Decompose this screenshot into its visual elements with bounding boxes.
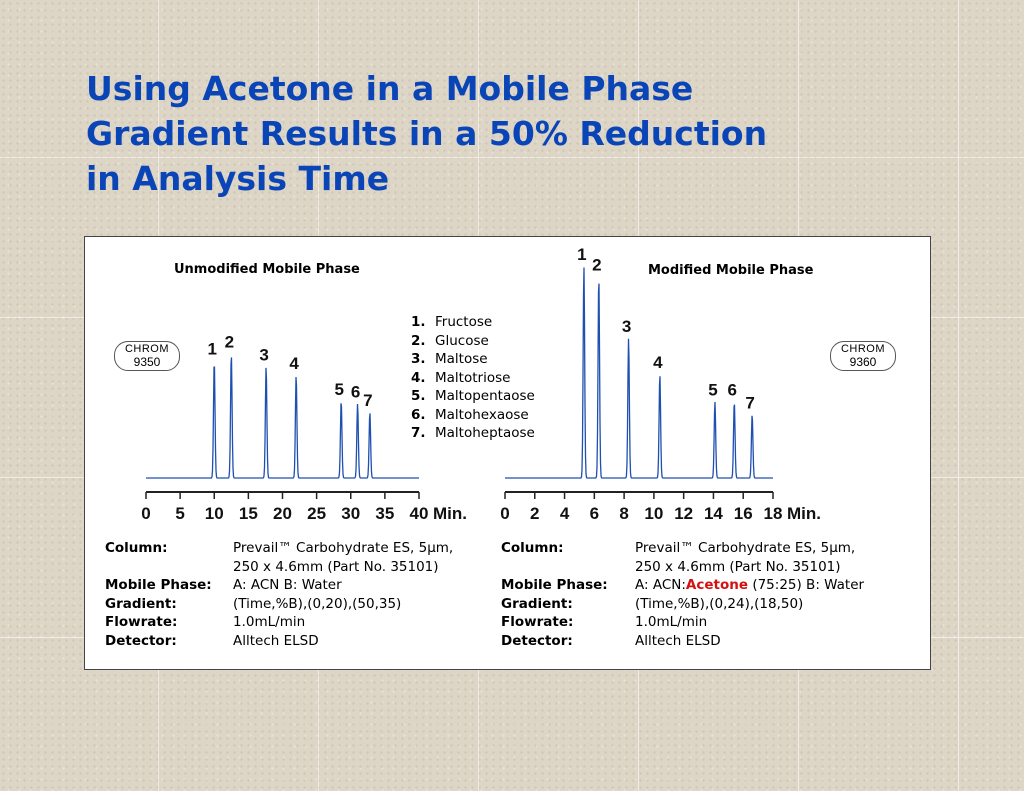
x-tick-label: 14 (703, 504, 723, 523)
x-tick-label: 16 (733, 504, 753, 523)
x-tick-label: 20 (273, 504, 292, 523)
x-tick-label: 2 (530, 504, 540, 523)
x-tick-label: 0 (500, 504, 510, 523)
x-tick-label: 35 (375, 504, 395, 523)
legend-item: 2. Glucose (411, 332, 489, 349)
peak-label: 3 (259, 345, 269, 365)
left-chrom-badge (114, 341, 180, 371)
legend-item: 5. Maltopentaose (411, 388, 535, 404)
condition-row: Flowrate: 1.0mL/min (105, 614, 306, 630)
peak-label: 7 (363, 391, 373, 411)
left-badge-label: CHROM (124, 343, 170, 355)
condition-row: Gradient: (Time,%B),(0,20),(50,35) (105, 595, 402, 612)
chromatogram-panel (84, 236, 931, 670)
left-conditions (105, 539, 453, 650)
chromatogram-trace-1 (146, 357, 419, 478)
peak-label: 4 (653, 353, 663, 373)
title-line-3: in Analysis Time (86, 159, 390, 198)
x-tick-label: 10 (204, 504, 224, 523)
condition-row: Detector: Alltech ELSD (501, 632, 721, 649)
legend-item: 3. Maltose (411, 351, 488, 367)
condition-row: Mobile Phase: A: ACN B: Water (105, 577, 342, 593)
peak-label: 7 (745, 393, 755, 413)
x-axis-label: Min. (433, 504, 467, 523)
left-badge-number: 9350 (133, 355, 161, 369)
title-line-1: Using Acetone in a Mobile Phase (86, 69, 694, 108)
right-badge-number: 9360 (849, 355, 877, 369)
legend-item: 1. Fructose (411, 314, 493, 330)
x-tick-label: 4 (559, 504, 570, 523)
x-tick-label: 8 (619, 504, 629, 523)
peak-label: 5 (708, 380, 718, 400)
condition-row: Mobile Phase: A: ACN:Acetone (75:25) B: Water (501, 577, 865, 593)
x-tick-label: 40 (409, 504, 429, 523)
x-tick-label: 18 (763, 504, 783, 523)
peak-label: 3 (621, 317, 632, 337)
condition-row: Gradient: (Time,%B),(0,24),(18,50) (501, 595, 804, 612)
acetone-highlight: Acetone (685, 577, 749, 593)
condition-row: Flowrate: 1.0mL/min (501, 614, 708, 630)
chromatogram-trace-2 (505, 268, 773, 479)
peak-label: 4 (289, 354, 299, 374)
peak-label: 2 (592, 255, 602, 275)
x-tick-label: 25 (307, 504, 327, 523)
peak-label: 6 (350, 382, 361, 402)
peak-label: 5 (334, 379, 344, 399)
condition-row: Column: Prevail™ Carbohydrate ES, 5µm, 250 x 4.6mm (Part No. 35101) (501, 540, 856, 575)
peak-label: 1 (577, 245, 587, 264)
condition-row: Column: Prevail™ Carbohydrate ES, 5µm, 250 x 4.6mm (Part No. 35101) (105, 540, 454, 575)
legend-item: 6. Maltohexaose (411, 406, 529, 423)
peak-label: 1 (207, 339, 217, 359)
x-tick-label: 12 (674, 504, 694, 523)
x-tick-label: 15 (238, 504, 258, 523)
peak-legend (411, 313, 535, 443)
peak-label: 2 (224, 332, 235, 352)
x-tick-label: 10 (644, 504, 664, 523)
legend-item: 7. Maltoheptaose (411, 425, 535, 441)
slide-title (86, 66, 966, 201)
right-chrom-badge (830, 341, 896, 371)
x-axis-label: Min. (787, 504, 821, 523)
right-badge-label: CHROM (840, 343, 886, 355)
legend-item: 4. Maltotriose (411, 369, 511, 386)
left-chart-label: Unmodified Mobile Phase (174, 262, 360, 277)
condition-row: Detector: Alltech ELSD (105, 632, 319, 649)
peak-label: 6 (727, 380, 738, 400)
x-tick-label: 0 (141, 504, 151, 523)
right-conditions (501, 539, 864, 650)
right-chart-label: Modified Mobile Phase (648, 263, 814, 278)
x-tick-label: 30 (341, 504, 361, 523)
x-tick-label: 6 (589, 504, 600, 523)
title-line-2: Gradient Results in a 50% Reduction (86, 114, 768, 153)
x-tick-label: 5 (175, 504, 185, 523)
